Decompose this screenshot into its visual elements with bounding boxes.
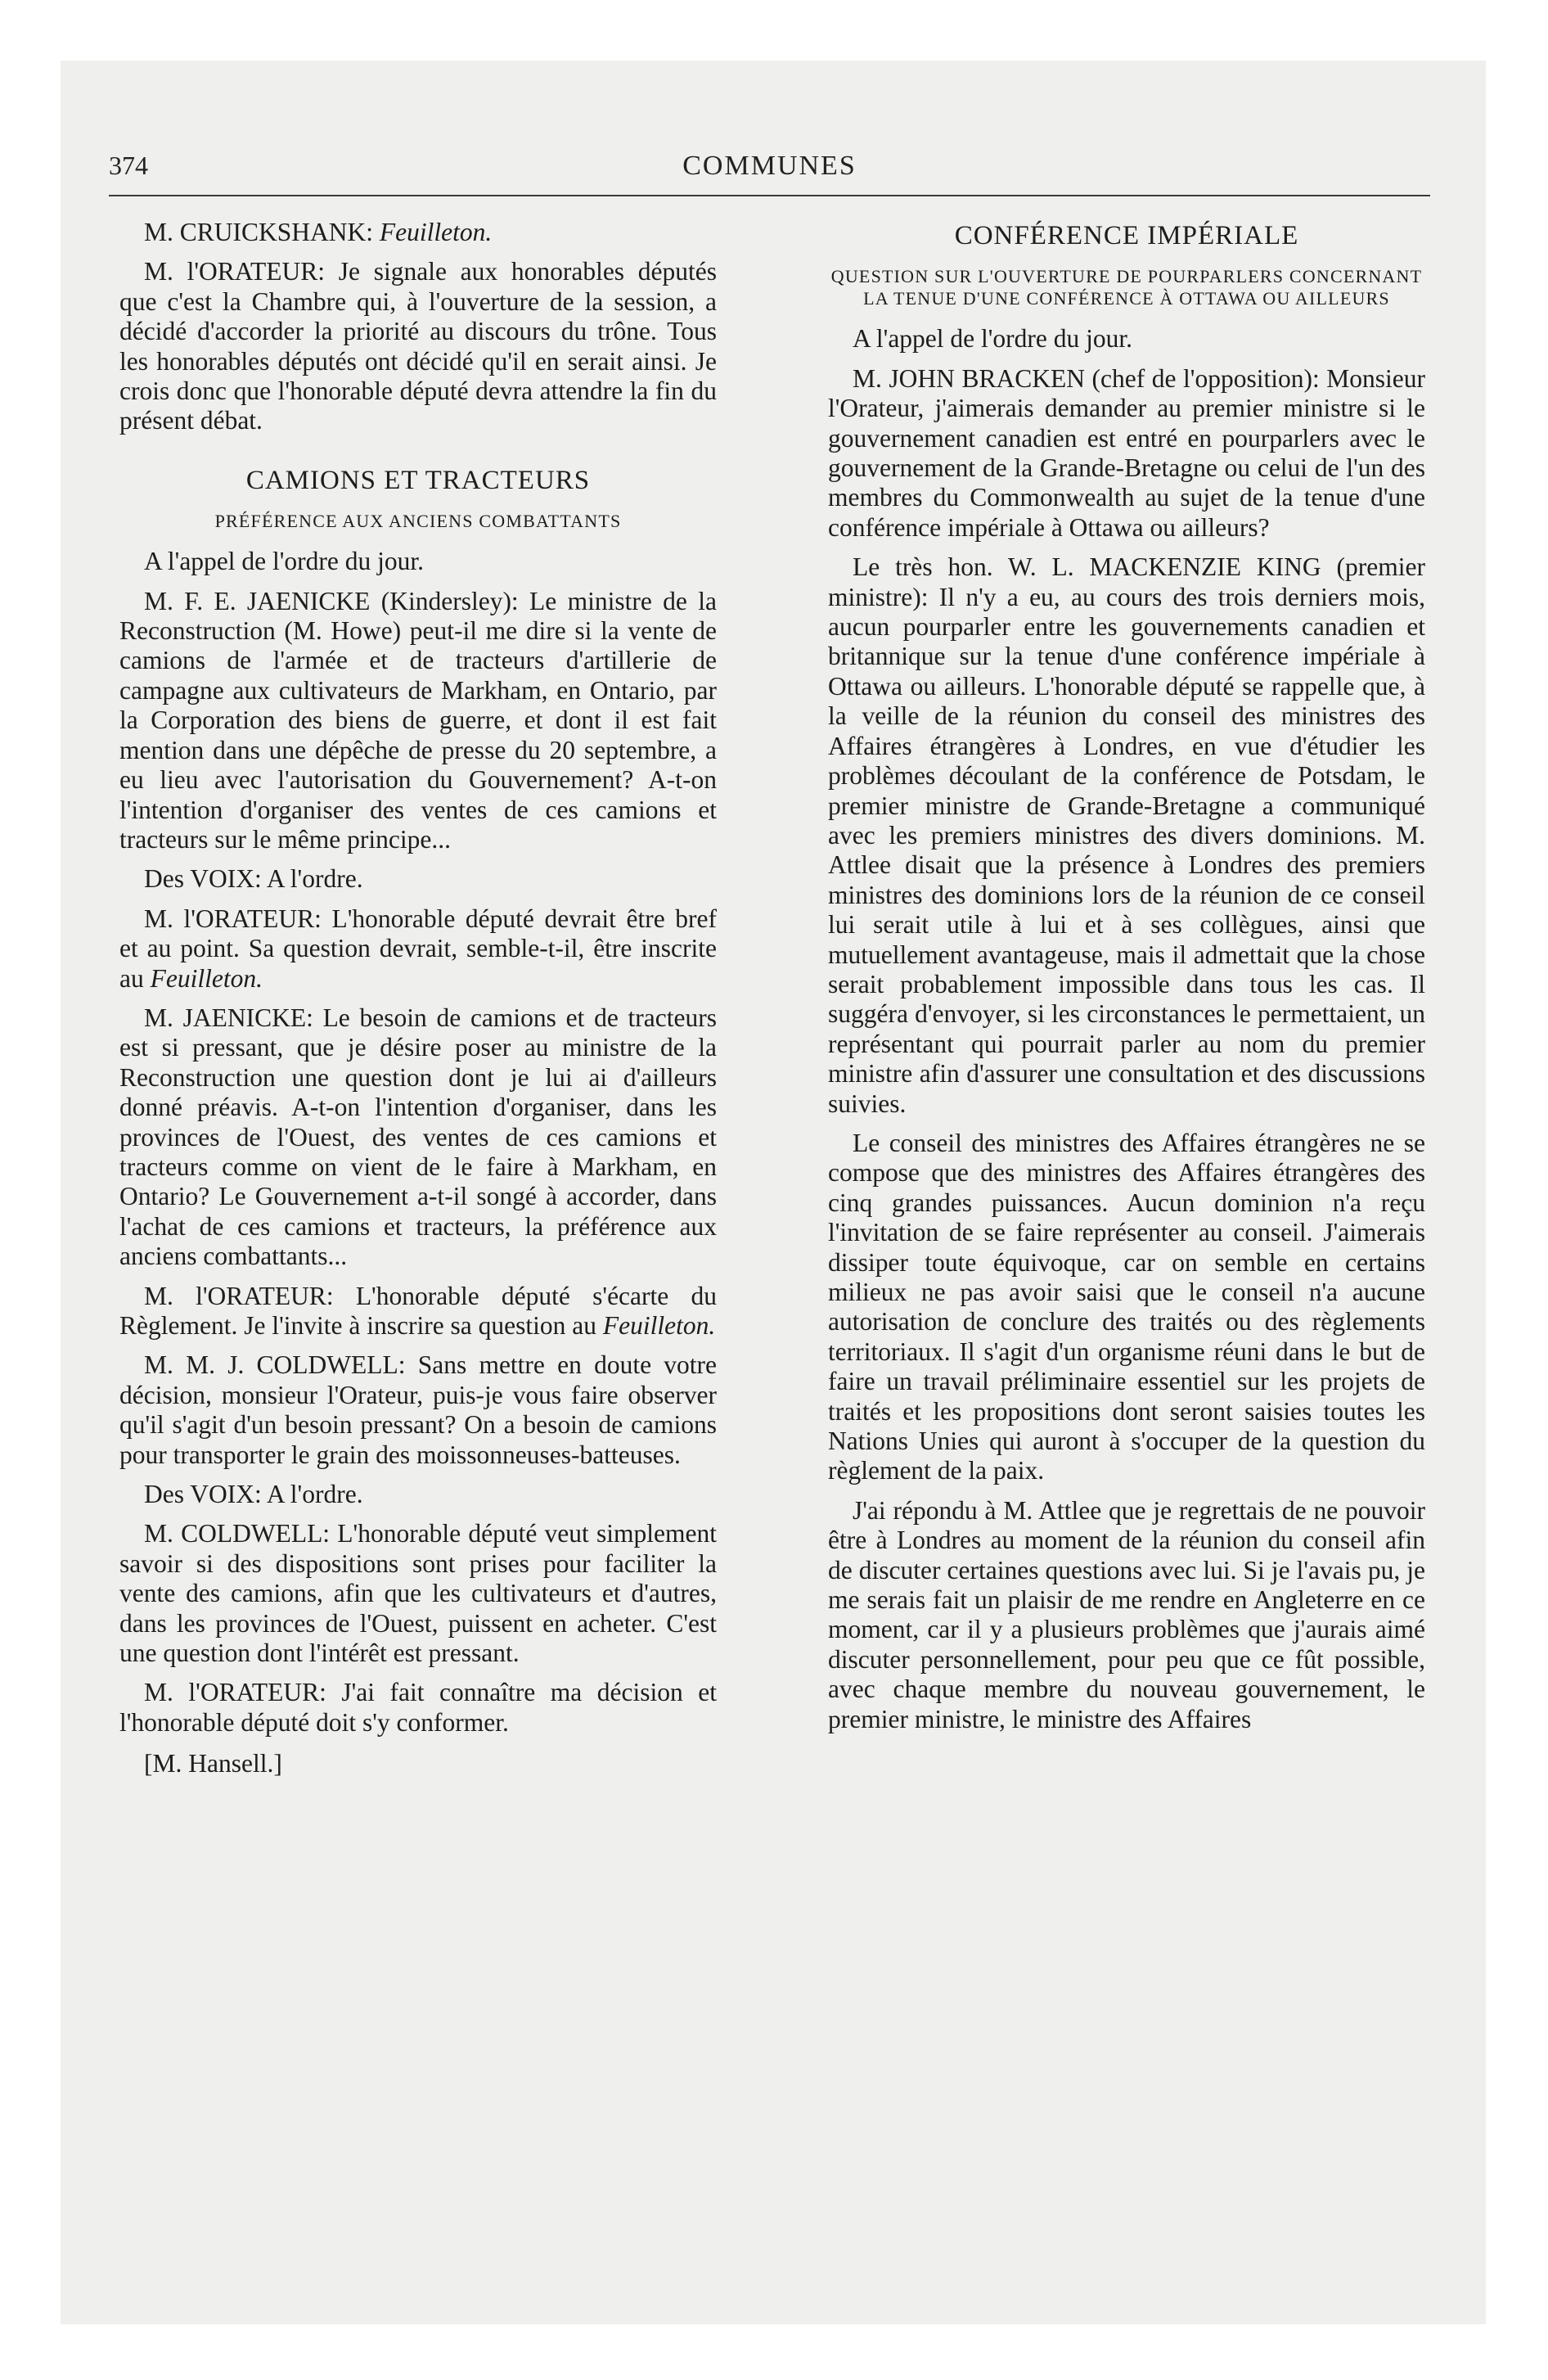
page-number: 374 — [109, 151, 148, 180]
paragraph: A l'appel de l'ordre du jour. — [144, 547, 425, 576]
paragraph: M. l'ORATEUR: L'honorable député s'écarte du Règlement. Je l'invite à inscrire sa question au Feuilleton. — [119, 1281, 717, 1340]
section-heading: CAMIONS ET TRACTEURS — [245, 465, 591, 495]
paragraph: M. JOHN BRACKEN (chef de l'opposition): Monsieur l'Orateur, j'aimerais demander au premier ministre si le gouvernement canadien est entré en pourparlers avec le gouvernement de la Grande-Bretagne ou celui de l'un des membres du Commonwealth au sujet de la tenue d'une conférence impériale à Ottawa ou ailleurs? — [828, 363, 1425, 542]
speaker-footnote: [M. Hansell.] — [144, 1749, 282, 1778]
section-subheading: PRÉFÉRENCE AUX ANCIENS COMBATTANTS — [214, 511, 622, 532]
section-heading: CONFÉRENCE IMPÉRIALE — [954, 221, 1299, 250]
paragraph: M. l'ORATEUR: J'ai fait connaître ma décision et l'honorable député doit s'y conformer. — [119, 1678, 717, 1737]
paragraph: J'ai répondu à M. Attlee que je regrettais de ne pouvoir être à Londres au moment de la réunion du conseil afin de discuter certaines questions avec lui. Si je l'avais pu, je me serais fait un plaisir de me rendre en Angleterre en ce moment, car il y a plusieurs problèmes que j'aurais aimé discuter personnellement, pour peu que ce fût possible, avec chaque membre du nouveau gouvernement, le premier ministre, le ministre des Affaires — [828, 1495, 1425, 1733]
paragraph: A l'appel de l'ordre du jour. — [853, 324, 1133, 354]
page-header — [109, 146, 1430, 196]
section-subheading: QUESTION SUR L'OUVERTURE DE POURPARLERS CONCERNANT LA TENUE D'UNE CONFÉRENCE À OTTAWA OU AILLEURS — [830, 266, 1423, 309]
paragraph: M. M. J. COLDWELL: Sans mettre en doute votre décision, monsieur l'Orateur, puis-je vous faire observer qu'il s'agit d'un besoin pressant? On a besoin de camions pour transporter le grain des moissonneuses-batteuses. — [119, 1350, 717, 1469]
running-head: COMMUNES — [682, 151, 857, 181]
paragraph: Des VOIX: A l'ordre. — [144, 864, 363, 894]
paragraph: M. l'ORATEUR: L'honorable député devrait être bref et au point. Sa question devrait, semble-t-il, être inscrite au Feuilleton. — [119, 904, 717, 993]
paragraph: M. COLDWELL: L'honorable député veut simplement savoir si des dispositions sont prises pour faciliter la vente des camions, afin que les cultivateurs et d'autres, dans les provinces de l'Ouest, puissent en acheter. C'est une question dont l'intérêt est pressant. — [119, 1519, 717, 1668]
paragraph: M. F. E. JAENICKE (Kindersley): Le ministre de la Reconstruction (M. Howe) peut-il me dire si la vente de camions de l'armée et de tracteurs d'artillerie de campagne aux cultivateurs de Markham, en Ontario, par la Corporation des biens de guerre, et dont il est fait mention dans une dépêche de presse du 20 septembre, a eu lieu avec l'autorisation du Gouvernement? A-t-on l'intention d'organiser des ventes de ces camions et tracteurs sur le même principe... — [119, 586, 717, 854]
paragraph: Le très hon. W. L. MACKENZIE KING (premier ministre): Il n'y a eu, au cours des trois derniers mois, aucun pourparler entre les gouvernements canadien et britannique sur la tenue d'une conférence impériale à Ottawa ou ailleurs. L'honorable député se rappelle que, à la veille de la réunion du conseil des ministres des Affaires étrangères à Londres, en vue d'étudier les problèmes découlant de la conférence de Potsdam, le premier ministre de Grande-Bretagne a communiqué avec les premiers ministres des divers dominions. M. Attlee disait que la présence à Londres des premiers ministres des dominions lors de la réunion de ce conseil lui serait utile à lui et à ses collègues, ainsi que mutuellement avantageuse, mais il admettait que la chose serait probablement impossible dans tous les cas. Il suggéra d'envoyer, si les circonstances le permettaient, un représentant qui pourrait parler au nom du premier ministre afin d'assurer une consultation et des discussions suivies. — [828, 552, 1425, 1118]
left-column — [119, 218, 717, 1789]
right-column — [828, 218, 1425, 1744]
paragraph: M. CRUICKSHANK: Feuilleton. — [144, 218, 493, 246]
paragraph: Des VOIX: A l'ordre. — [144, 1480, 363, 1509]
paragraph: Le conseil des ministres des Affaires étrangères ne se compose que des ministres des Affaires étrangères des cinq grandes puissances. Aucun dominion n'a reçu l'invitation de se faire représenter au conseil. J'aimerais dissiper toute équivoque, car on semble en certains milieux ne pas avoir saisi que le conseil n'a aucune autorisation de conclure des traités ou des règlements territoriaux. Il s'agit d'un organisme réuni dans le but de faire un travail préliminaire essentiel sur les projets de traités et les propositions dont seront saisies toutes les Nations Unies qui auront à s'occuper de la question du règlement de la paix. — [828, 1128, 1425, 1485]
paragraph: M. l'ORATEUR: Je signale aux honorables députés que c'est la Chambre qui, à l'ouverture de la session, a décidé d'accorder la priorité au discours du trône. Tous les honorables députés ont décidé qu'il en serait ainsi. Je crois donc que l'honorable député devra attendre la fin du présent débat. — [119, 257, 717, 435]
paragraph: M. JAENICKE: Le besoin de camions et de tracteurs est si pressant, que je désire poser au ministre de la Reconstruction une question dont je lui ai d'ailleurs donné préavis. A-t-on l'intention d'organiser, dans les provinces de l'Ouest, des ventes de ces camions et tracteurs comme on vient de le faire à Markham, en Ontario? Le Gouvernement a-t-il songé à accorder, dans l'achat de ces camions et tracteurs, la préférence aux anciens combattants... — [119, 1003, 717, 1271]
